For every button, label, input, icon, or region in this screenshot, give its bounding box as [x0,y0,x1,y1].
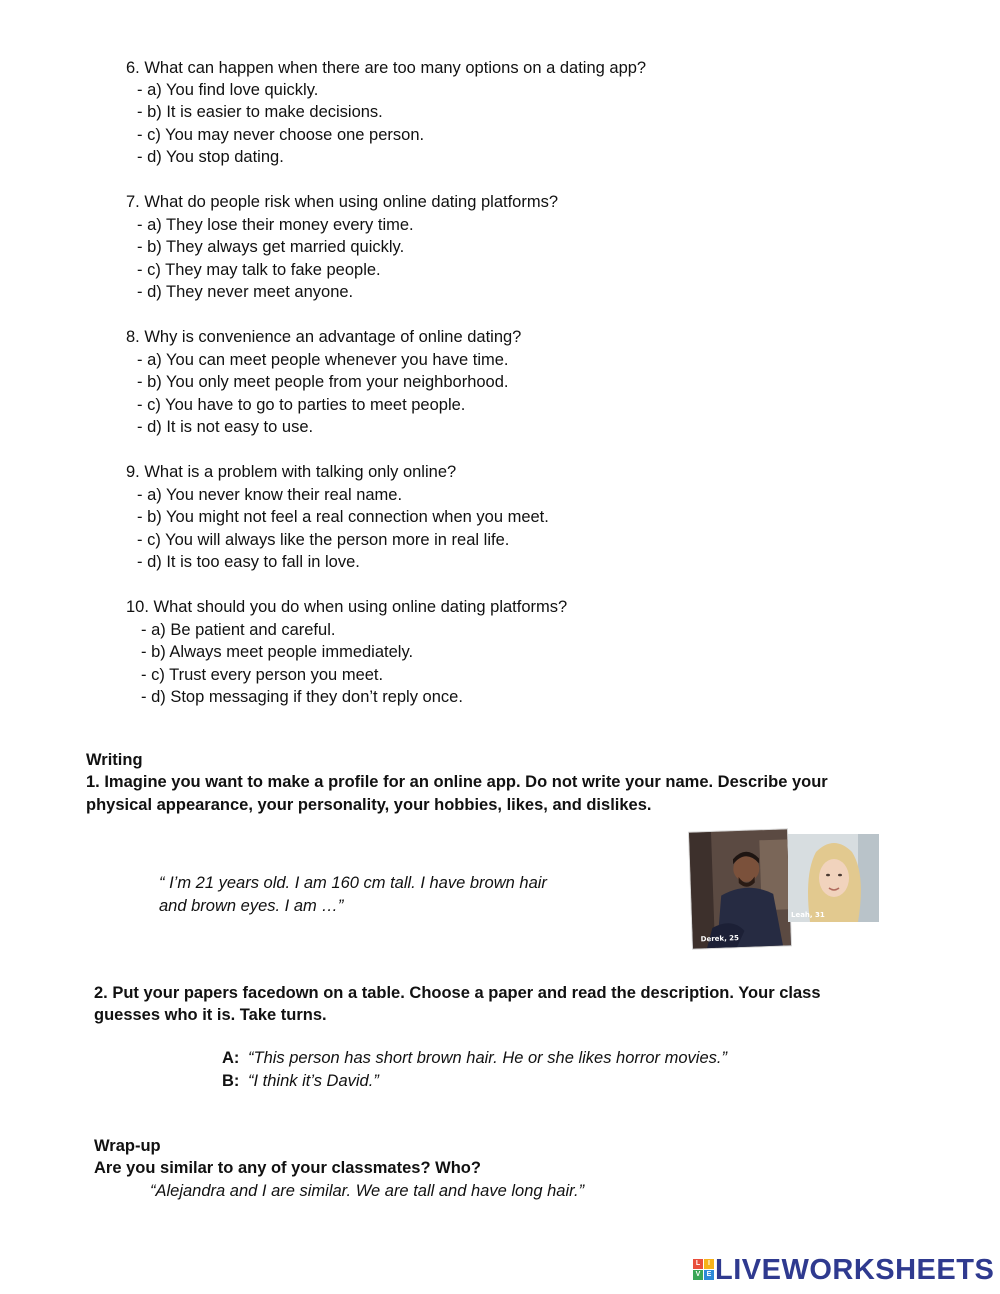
option-c: - c) You have to go to parties to meet people. [137,396,466,414]
example-profile-line2: and brown eyes. I am …” [159,897,344,915]
dialogue-speaker-b: B: [222,1072,240,1090]
option-b: - b) Always meet people immediately. [141,643,414,661]
question-text: 6. What can happen when there are too many options on a dating app? [126,59,647,77]
profile-photo-man [689,829,791,948]
option-d: - d) You stop dating. [137,148,284,166]
option-b: - b) They always get married quickly. [137,238,405,256]
option-b: - b) You might not feel a real connection when you meet. [137,508,549,526]
writing-task2-line2: guesses who it is. Take turns. [94,1006,327,1024]
option-b: - b) You only meet people from your neighborhood. [137,373,509,391]
option-d: - d) It is too easy to fall in love. [137,553,360,571]
example-profile-line1: “ I’m 21 years old. I am 160 cm tall. I have brown hair [159,874,547,892]
logo-tile: E [704,1270,714,1280]
option-c: - c) You may never choose one person. [137,126,425,144]
wrapup-question: Are you similar to any of your classmates? Who? [94,1159,481,1177]
logo-tile: L [693,1259,703,1269]
logo-tiles-icon [693,1259,715,1281]
logo-tile: V [693,1270,703,1280]
question-text: 9. What is a problem with talking only online? [126,463,457,481]
photo-caption-man: Derek, 25 [700,934,740,944]
logo-text: LIVEWORKSHEETS [715,1254,995,1286]
man-illustration [689,829,791,948]
woman-illustration [788,834,879,922]
option-c: - c) You will always like the person more in real life. [137,531,510,549]
wrapup-heading: Wrap-up [94,1137,161,1155]
option-b: - b) It is easier to make decisions. [137,103,383,121]
option-c: - c) They may talk to fake people. [137,261,381,279]
option-a: - a) Be patient and careful. [141,621,336,639]
option-d: - d) They never meet anyone. [137,283,354,301]
writing-task2-line1: 2. Put your papers facedown on a table. Choose a paper and read the description. Your class [94,984,821,1002]
wrapup-example: “Alejandra and I are similar. We are tall and have long hair.” [150,1182,585,1200]
dialogue-speaker-a: A: [222,1049,240,1067]
dialogue-line-b: “I think it’s David.” [248,1072,379,1090]
option-a: - a) You never know their real name. [137,486,403,504]
logo-tile: I [704,1259,714,1269]
option-a: - a) You can meet people whenever you have time. [137,351,509,369]
option-d: - d) Stop messaging if they don’t reply once. [141,688,463,706]
question-text: 10. What should you do when using online dating platforms? [126,598,568,616]
writing-task1-line1: 1. Imagine you want to make a profile for an online app. Do not write your name. Describe your [86,773,828,791]
profile-photo-woman [788,834,879,922]
writing-heading: Writing [86,751,143,769]
dialogue-line-a: “This person has short brown hair. He or she likes horror movies.” [248,1049,727,1067]
photo-caption-woman: Leah, 31 [791,911,825,919]
question-text: 7. What do people risk when using online dating platforms? [126,193,559,211]
option-a: - a) They lose their money every time. [137,216,414,234]
option-a: - a) You find love quickly. [137,81,319,99]
writing-task1-line2: physical appearance, your personality, your hobbies, likes, and dislikes. [86,796,652,814]
option-c: - c) Trust every person you meet. [141,666,384,684]
option-d: - d) It is not easy to use. [137,418,314,436]
question-text: 8. Why is convenience an advantage of online dating? [126,328,522,346]
